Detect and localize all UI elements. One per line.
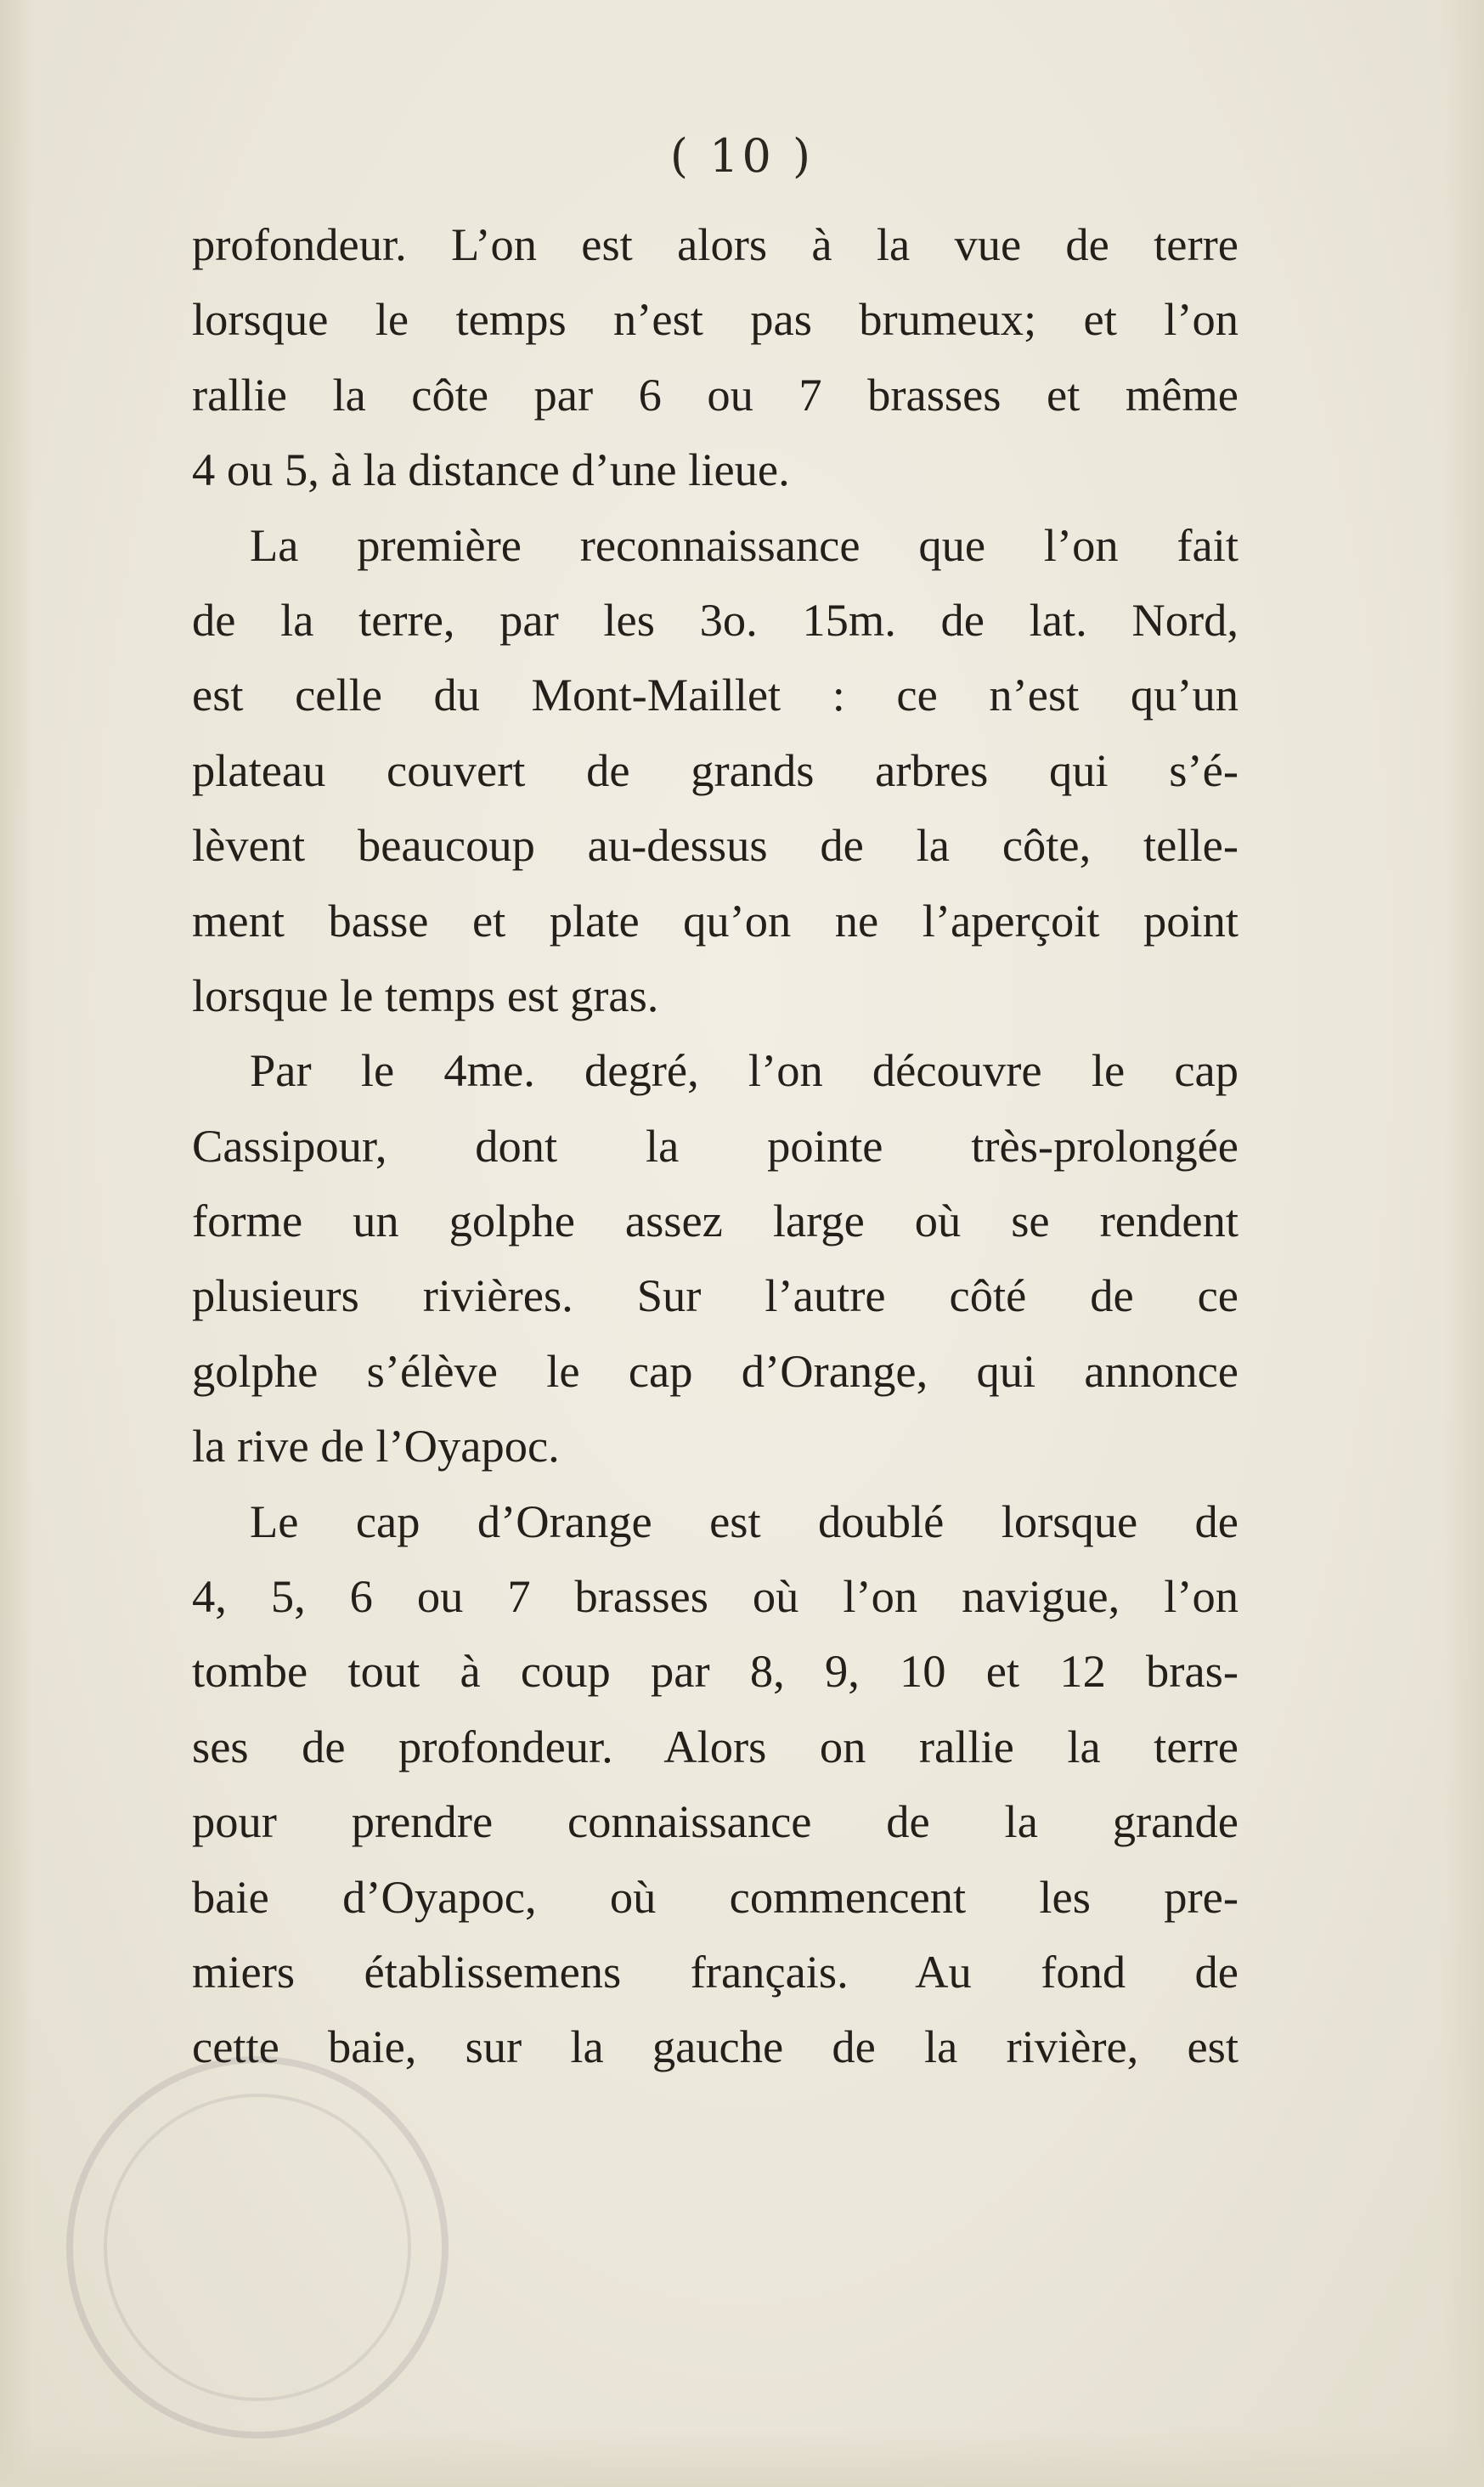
text-line: cette baie, sur la gauche de la rivière, est (192, 2021, 1239, 2073)
text-line: baie d’Oyapoc, où commencent les pre- (192, 1870, 1239, 1923)
text-line: golphe s’élève le cap d’Orange, qui annonce (192, 1344, 1239, 1397)
page-bottom-shadow (0, 2428, 1484, 2487)
page-number: ( 10 ) (669, 129, 815, 183)
body-text (192, 207, 1239, 2085)
text-line: pour prendre connaissance de la grande (192, 1795, 1239, 1848)
text-line: tombe tout à coup par 8, 9, 10 et 12 bras- (192, 1645, 1239, 1698)
text-line: de la terre, par les 3o. 15m. de lat. Nord, (192, 593, 1239, 646)
text-line: rallie la côte par 6 ou 7 brasses et même (192, 368, 1239, 421)
text-line: lèvent beaucoup au-dessus de la côte, telle- (192, 819, 1239, 872)
text-line: Cassipour, dont la pointe très-prolongée (192, 1119, 1239, 1172)
text-line: Le cap d’Orange est doublé lorsque de (250, 1495, 1239, 1547)
text-line: La première reconnaissance que l’on fait (250, 518, 1239, 571)
text-line: 4 ou 5, à la distance d’une lieue. (192, 444, 790, 496)
library-stamp-inner-ring (104, 2094, 411, 2401)
text-line: est celle du Mont-Maillet : ce n’est qu’un (192, 669, 1239, 721)
text-line: 4, 5, 6 ou 7 brasses où l’on navigue, l’on (192, 1570, 1239, 1623)
text-line: ses de profondeur. Alors on rallie la terre (192, 1720, 1239, 1772)
text-line: la rive de l’Oyapoc. (192, 1420, 560, 1472)
text-line: plusieurs rivières. Sur l’autre côté de ce (192, 1269, 1239, 1322)
text-line: forme un golphe assez large où se rendent (192, 1195, 1239, 1247)
page-left-shadow (0, 0, 32, 2487)
text-line: lorsque le temps est gras. (192, 969, 659, 1021)
text-line: plateau couvert de grands arbres qui s’é- (192, 743, 1239, 796)
page-right-shadow (1443, 0, 1484, 2487)
text-line: Par le 4me. degré, l’on découvre le cap (250, 1044, 1239, 1097)
library-stamp (66, 2056, 449, 2439)
text-line: profondeur. L’on est alors à la vue de terre (192, 218, 1239, 270)
text-line: lorsque le temps n’est pas brumeux; et l’on (192, 293, 1239, 346)
text-line: miers établissemens français. Au fond de (192, 1945, 1239, 1998)
text-line: ment basse et plate qu’on ne l’aperçoit point (192, 894, 1239, 947)
